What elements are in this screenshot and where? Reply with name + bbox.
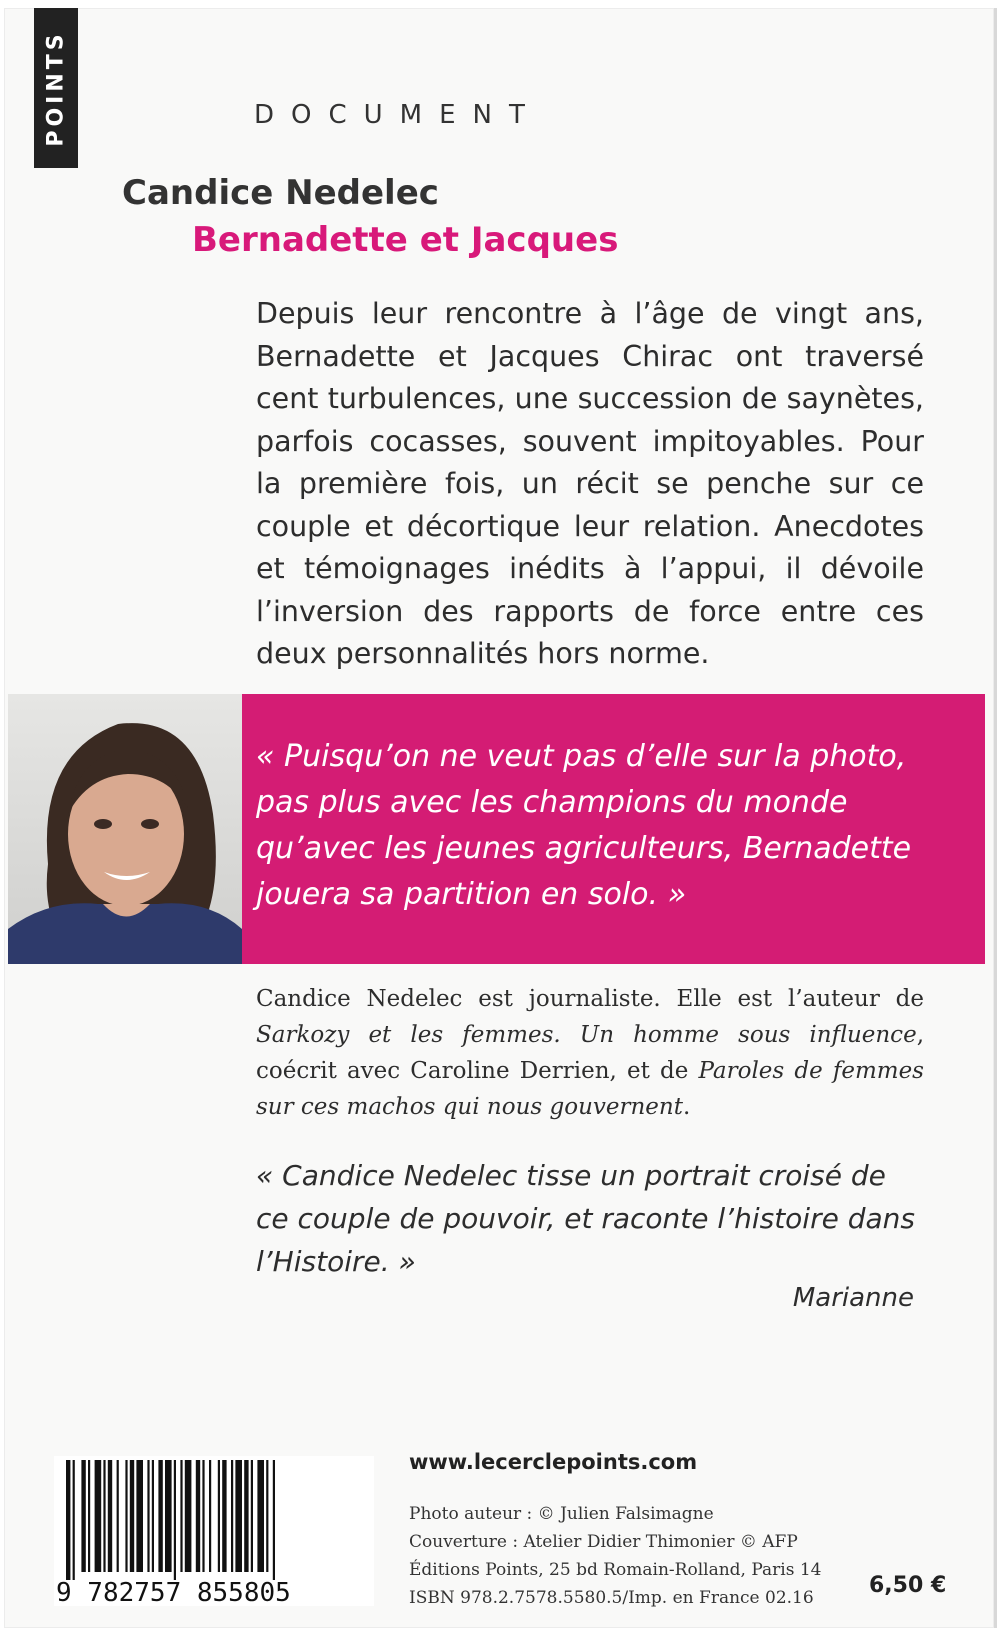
barcode-number: 9 782757 855805 <box>56 1578 291 1606</box>
pull-quote-band <box>242 694 985 964</box>
bio-intro: Candice Nedelec est journaliste. Elle est l’auteur de <box>256 986 924 1012</box>
book-title: Bernadette et Jacques <box>192 220 619 260</box>
points-series-tab <box>34 8 78 168</box>
photo-credit: Photo auteur : © Julien Falsimagne <box>409 1504 714 1524</box>
bio-end: . <box>682 1094 691 1120</box>
book-blurb: Depuis leur rencontre à l’âge de vingt ans, Bernadette et Jacques Chirac ont traversé cent turbulences, une succession de saynètes, parfois cocasses, souvent impitoyables. Pour la première fois, un récit se penche sur ce couple et décortique leur relation. Anecdotes et témoignages inédits à l’appui, il dévoile l’inversion des rapports de force entre ces deux personnalités hors norme. <box>256 297 924 670</box>
press-source: Marianne <box>792 1283 914 1313</box>
publisher-address: Éditions Points, 25 bd Romain-Rolland, Paris 14 <box>409 1560 822 1580</box>
press-quote: « Candice Nedelec tisse un portrait croisé de ce couple de pouvoir, et raconte l’histoire dans l’Histoire. » <box>256 1159 915 1278</box>
barcode-graphic <box>54 1456 374 1606</box>
author-bio <box>256 981 924 1125</box>
author-portrait-image <box>8 694 242 964</box>
cover-credit: Couverture : Atelier Didier Thimonier © AFP <box>409 1532 798 1552</box>
isbn-barcode <box>54 1456 374 1606</box>
bio-book-1: Sarkozy et les femmes. Un homme sous influence <box>256 1022 917 1048</box>
bio-middle: , coécrit avec Caroline Derrien, et de <box>256 1022 924 1084</box>
book-back-cover <box>4 8 997 1628</box>
isbn-line: ISBN 978.2.7578.5580.5/Imp. en France 02.16 <box>409 1588 814 1608</box>
credits-block <box>409 1500 821 1612</box>
publisher-website: www.lecerclepoints.com <box>409 1450 698 1474</box>
price: 6,50 € <box>869 1573 947 1598</box>
bio-book-2: Paroles de femmes sur ces machos qui nous gouvernent <box>256 1058 924 1120</box>
author-photo <box>8 694 242 964</box>
author-name: Candice Nedelec <box>122 173 439 213</box>
pull-quote: « Puisqu’on ne veut pas d’elle sur la photo, pas plus avec les champions du monde qu’avec les jeunes agriculteurs, Bernadette jouera sa partition en solo. » <box>256 739 912 912</box>
collection-label: DOCUMENT <box>254 100 542 130</box>
points-logo-text: POINTS <box>43 29 69 147</box>
